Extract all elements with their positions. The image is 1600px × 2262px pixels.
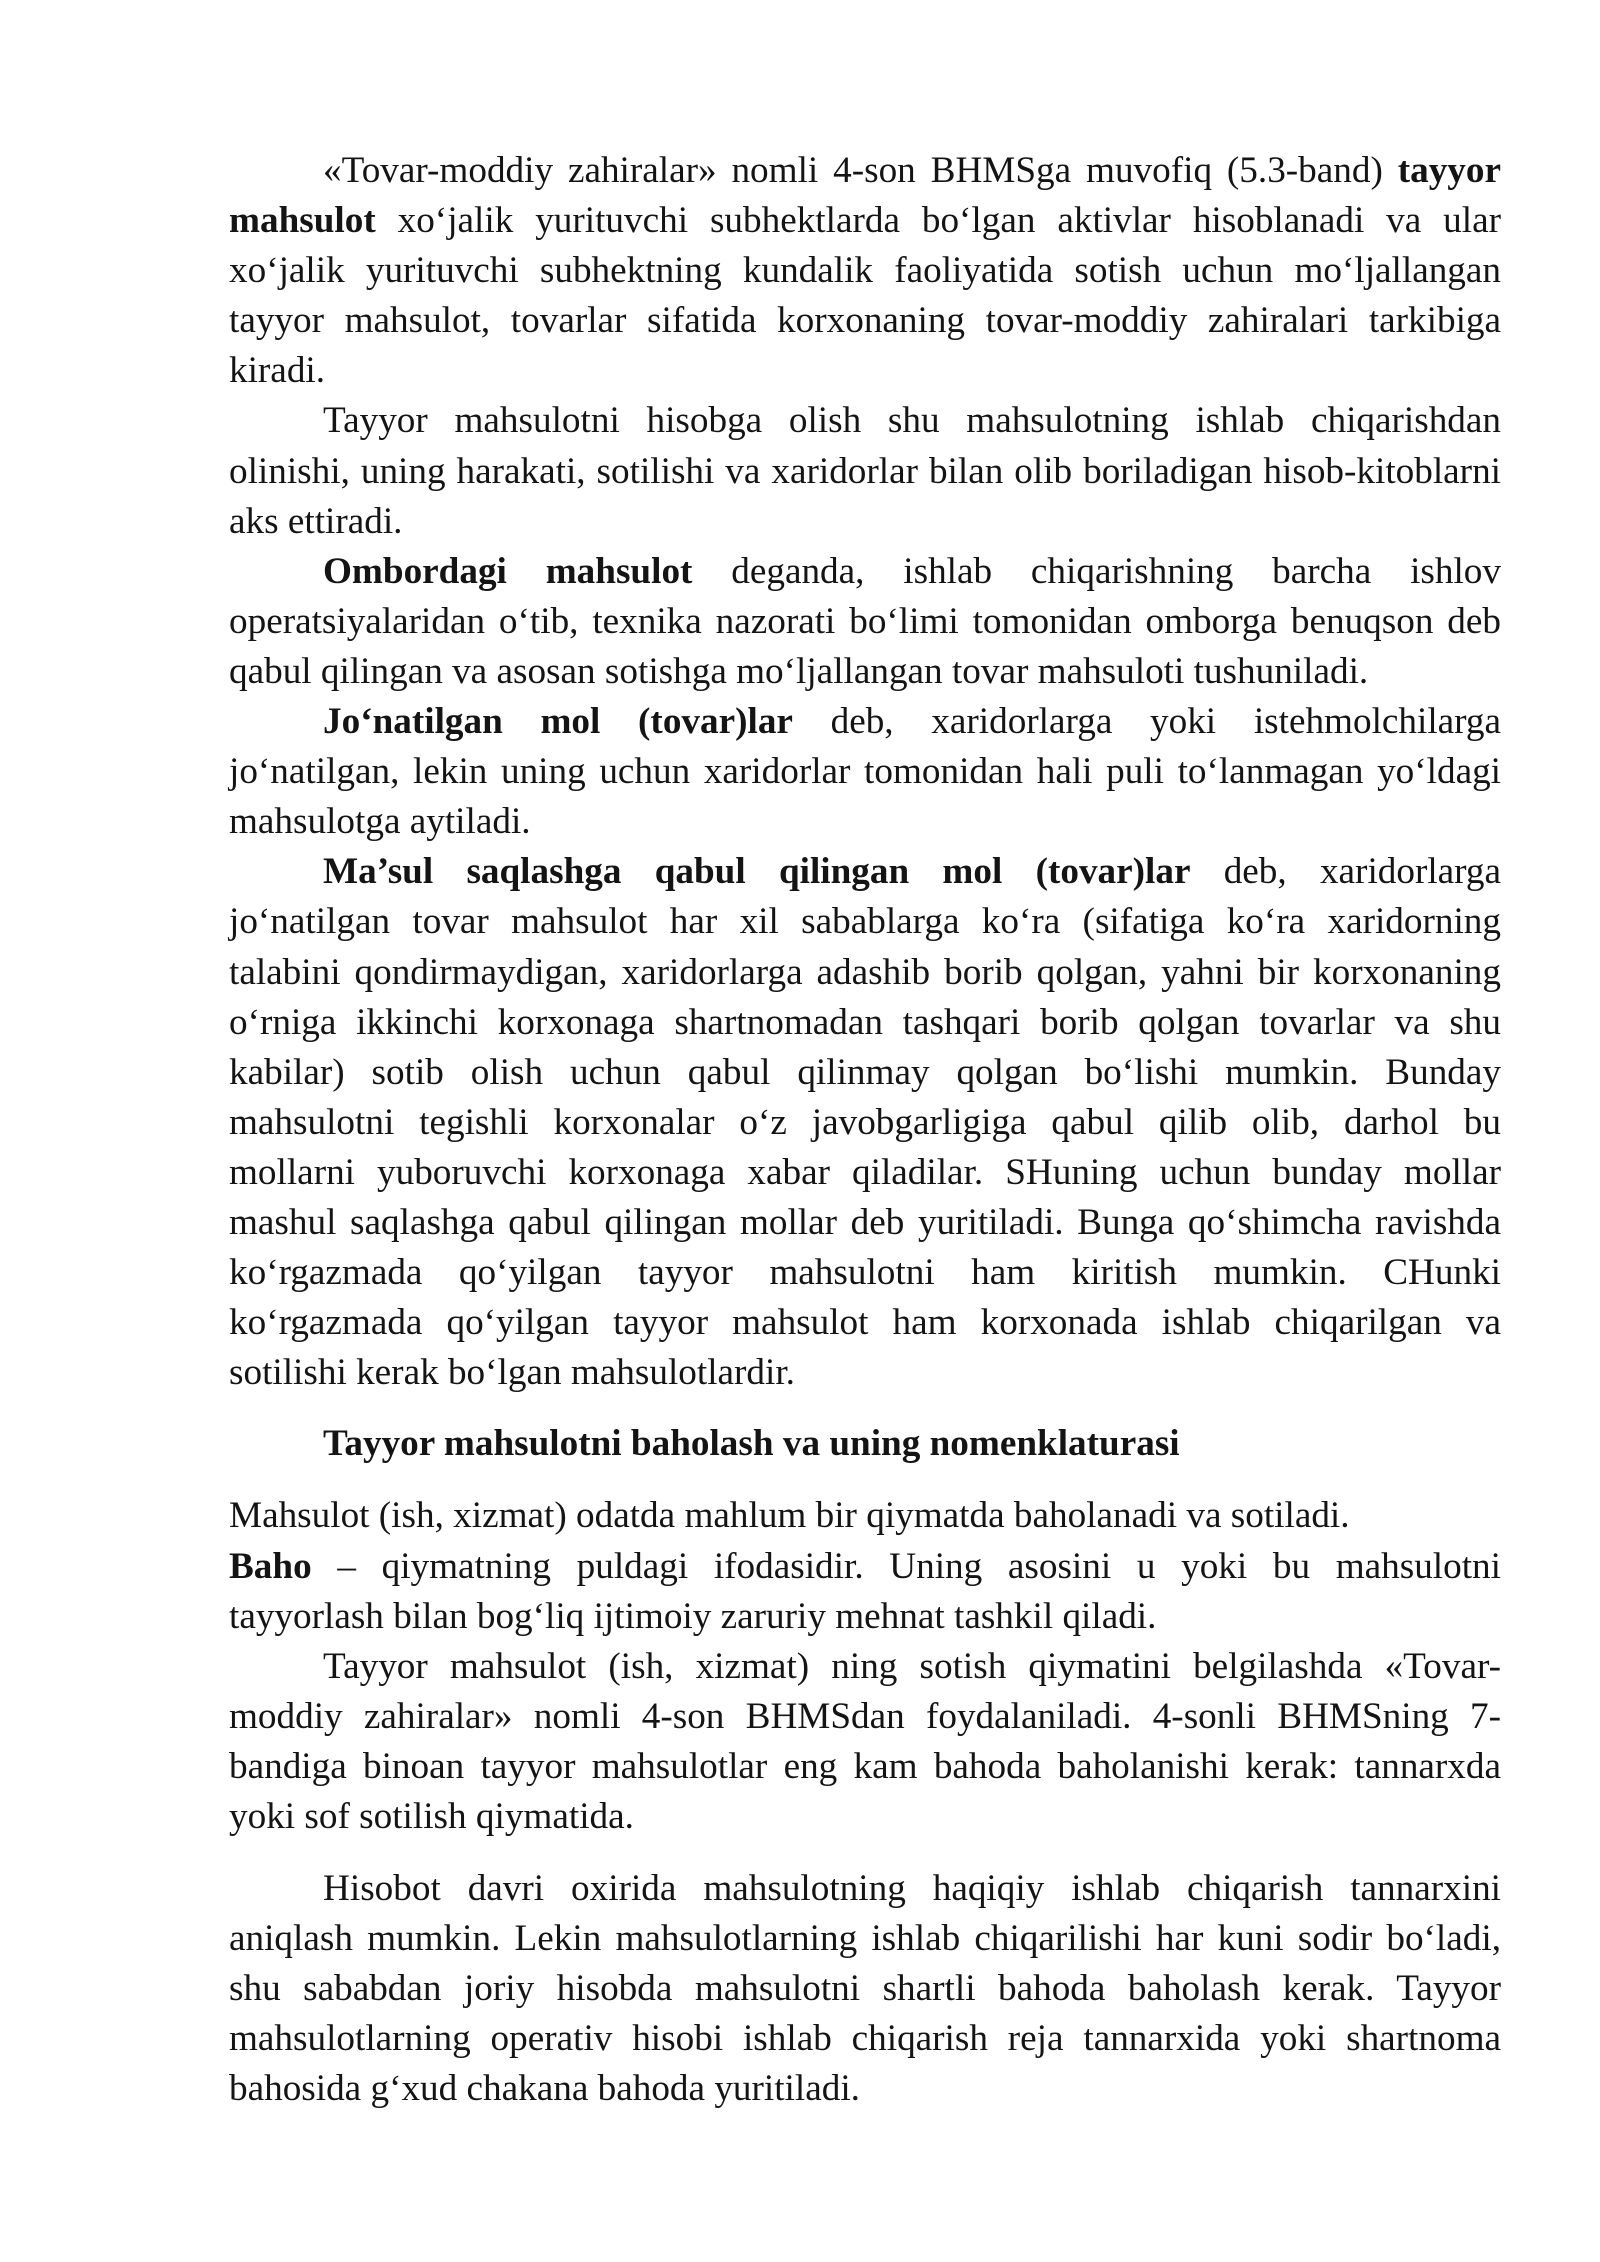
text-line: kiradi. [229,350,326,392]
text-line: jo‘natilgan, lekin uning uchun xaridorlar tomonidan hali puli to‘lanmagan yo‘ldagi [229,751,1501,793]
text-line [229,146,1501,196]
bold-term: Baho [229,1545,312,1587]
text-line: mashul saqlashga qabul qilingan mollar deb yuritiladi. Bunga qo‘shimcha ravishda [229,1201,1501,1243]
text-line: mahsulotni tegishli korxonalar o‘z javobgarligiga qabul qilib olib, darhol bu [229,1101,1501,1143]
paragraph [229,697,1501,847]
text-line: Hisobot davri oxirida mahsulotning haqiqiy ishlab chiqarish tannarxini [323,1868,1501,1910]
text-line: tayyor mahsulot, tovarlar sifatida korxonaning tovar-moddiy zahiralari tarkibiga [229,300,1501,342]
text-line [229,196,1501,246]
bold-term: Jo‘natilgan mol (tovar)lar [323,701,793,743]
paragraph [229,1642,1501,1842]
text-line: kabilar) sotib olish uchun qabul qilinmay qolgan bo‘lishi mumkin. Bunday [229,1051,1501,1093]
text-line: mollarni yuboruvchi korxonaga xabar qiladilar. SHuning uchun bunday mollar [229,1151,1501,1193]
document-body [229,146,1501,2115]
text-line: bahosida g‘xud chakana bahoda yuritiladi. [229,2068,860,2110]
text-line: jo‘natilgan tovar mahsulot har xil sabablarga ko‘ra (sifatiga ko‘ra xaridorning [229,901,1501,943]
bold-term: tayyor [1397,150,1501,191]
text-line: tayyorlash bilan bog‘liq ijtimoiy zaruriy mehnat tashkil qiladi. [229,1595,1157,1637]
text-line: mahsulotga aytiladi. [229,801,531,843]
text-line [229,1542,1501,1592]
text-line: mahsulotlarning operativ hisobi ishlab chiqarish reja tannarxida yoki shartnoma [229,2018,1501,2060]
text-run: deb, xaridorlarga yoki istehmolchilarga [792,701,1501,743]
bold-term: Ombordagi mahsulot [323,550,693,592]
text-line: ko‘rgazmada qo‘yilgan tayyor mahsulot ham korxonada ishlab chiqarilgan va [229,1302,1501,1344]
paragraph [229,396,1501,546]
text-line [229,697,1501,747]
paragraph [229,1864,1501,2114]
text-line: talabini qondirmaydigan, xaridorlarga adashib borib qolgan, yahni bir korxonaning [229,951,1501,993]
text-line: aniqlash mumkin. Lekin mahsulotlarning ishlab chiqarilishi har kuni sodir bo‘ladi, [229,1918,1501,1960]
text-run: «Tovar-moddiy zahiralar» nomli 4-son BHMSga muvofiq (5.3-band) [323,150,1398,191]
text-line: xo‘jalik yurituvchi subhektning kundalik faoliyatida sotish uchun mo‘ljallangan [229,250,1501,292]
text-line: Mahsulot (ish, xizmat) odatda mahlum bir qiymatda baholanadi va sotiladi. [229,1495,1350,1537]
paragraph [229,1491,1501,1541]
text-line: ko‘rgazmada qo‘yilgan tayyor mahsulotni ham kiritish mumkin. CHunki [229,1252,1501,1294]
text-run: xo‘jalik yurituvchi subhektlarda bo‘lgan aktivlar hisoblanadi va ular [375,200,1501,242]
bold-term: mahsulot [229,200,376,242]
paragraph [229,1542,1501,1642]
text-line: sotilishi kerak bo‘lgan mahsulotlardir. [229,1352,795,1394]
text-run: deganda, ishlab chiqarishning barcha ishlov [692,550,1501,592]
text-line: shu sababdan joriy hisobda mahsulotni shartli bahoda baholash kerak. Tayyor [229,1968,1501,2010]
text-line [229,547,1501,597]
text-line: Tayyor mahsulot (ish, xizmat) ning sotish qiymatini belgilashda «Tovar- [323,1645,1501,1687]
text-run: deb, xaridorlarga [1190,851,1501,893]
text-line: bandiga binoan tayyor mahsulotlar eng kam bahoda baholanishi kerak: tannarxda [229,1745,1501,1787]
text-line: olinishi, uning harakati, sotilishi va xaridorlar bilan olib boriladigan hisob-kitoblarni [229,450,1501,492]
text-line: Tayyor mahsulotni hisobga olish shu mahsulotning ishlab chiqarishdan [323,400,1501,442]
text-line: aks ettiradi. [229,500,403,542]
section-heading: Tayyor mahsulotni baholash va uning nomenklaturasi [323,1423,1180,1465]
text-line: operatsiyalaridan o‘tib, texnika nazorati bo‘limi tomonidan omborga benuqson deb [229,600,1501,642]
paragraph [229,146,1501,396]
bold-term: Ma’sul saqlashga qabul qilingan mol (tovar)lar [323,851,1191,893]
text-line: o‘rniga ikkinchi korxonaga shartnomadan tashqari borib qolgan tovarlar va shu [229,1001,1501,1043]
text-line: moddiy zahiralar» nomli 4-son BHMSdan foydalaniladi. 4-sonli BHMSning 7- [229,1695,1501,1737]
paragraph [229,547,1501,697]
text-line [229,847,1501,897]
text-line: qabul qilingan va asosan sotishga mo‘ljallangan tovar mahsuloti tushuniladi. [229,650,1369,692]
paragraph [229,847,1501,1398]
text-line: yoki sof sotilish qiymatida. [229,1796,634,1837]
text-run: – qiymatning puldagi ifodasidir. Uning asosini u yoki bu mahsulotni [311,1545,1501,1587]
